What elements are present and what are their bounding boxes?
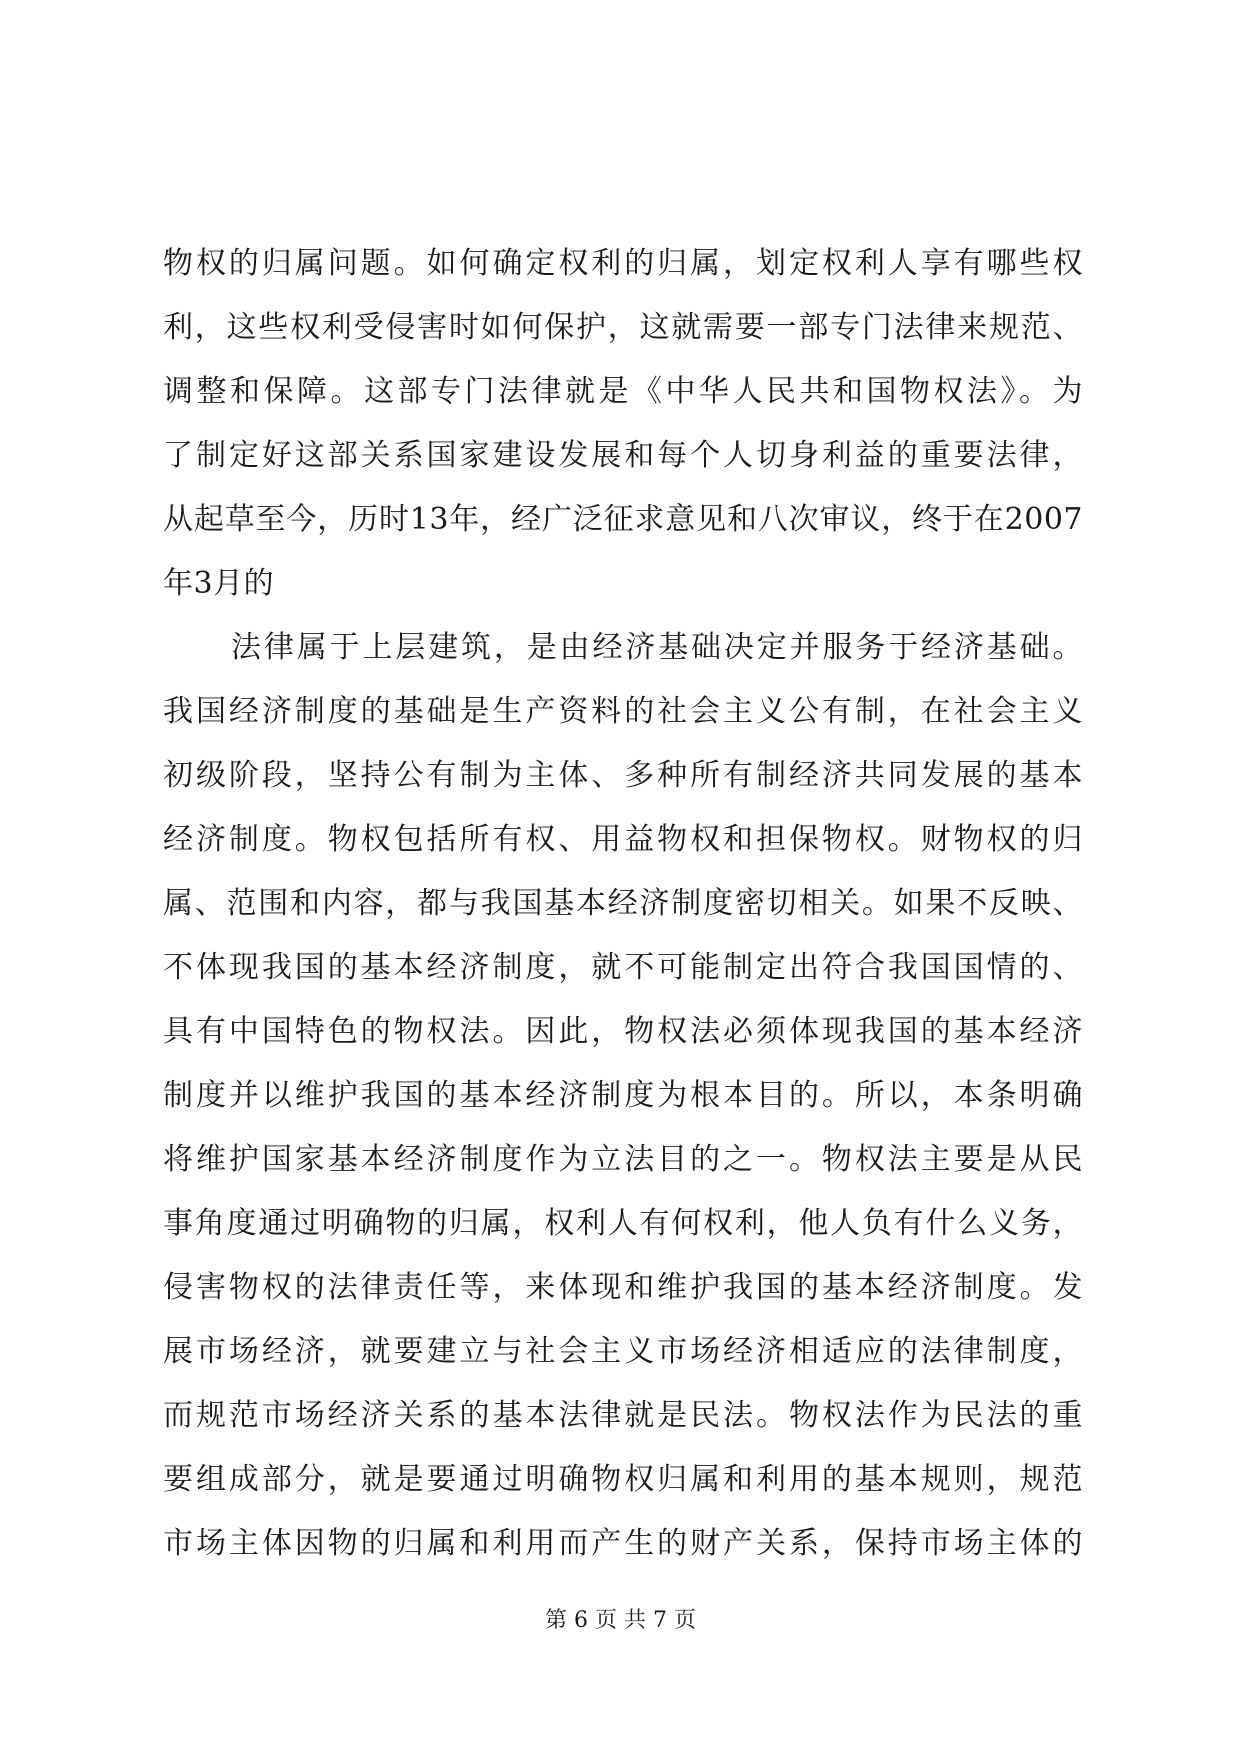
text-line: 物权的归属问题。如何确定权利的归属，划定权利人享有哪些权 — [163, 246, 1083, 281]
text-line: 不体现我国的基本经济制度，就不可能制定出符合我国国情的、 — [163, 950, 1083, 985]
text-line: 具有中国特色的物权法。因此，物权法必须体现我国的基本经济 — [163, 1014, 1083, 1049]
text-line: 调整和保障。这部专门法律就是《中华人民共和国物权法》。为 — [163, 374, 1083, 409]
body-text — [163, 232, 1083, 1576]
text-line: 了制定好这部关系国家建设发展和每个人切身利益的重要法律， — [163, 438, 1083, 473]
text-line: 从起草至今，历时13年，经广泛征求意见和八次审议，终于在2007 — [163, 502, 1083, 537]
paragraph-2 — [163, 616, 1083, 1576]
text-line: 市场主体因物的归属和利用而产生的财产关系，保持市场主体的 — [163, 1526, 1083, 1561]
text-line: 法律属于上层建筑，是由经济基础决定并服务于经济基础。 — [231, 630, 1083, 665]
text-line: 要组成部分，就是要通过明确物权归属和利用的基本规则，规范 — [163, 1462, 1083, 1497]
text-line: 我国经济制度的基础是生产资料的社会主义公有制，在社会主义 — [163, 694, 1083, 729]
text-line: 利，这些权利受侵害时如何保护，这就需要一部专门法律来规范、 — [163, 310, 1083, 345]
text-line: 经济制度。物权包括所有权、用益物权和担保物权。财物权的归 — [163, 822, 1083, 857]
text-line: 初级阶段，坚持公有制为主体、多种所有制经济共同发展的基本 — [163, 758, 1083, 793]
text-line: 将维护国家基本经济制度作为立法目的之一。物权法主要是从民 — [163, 1142, 1083, 1177]
text-line: 制度并以维护我国的基本经济制度为根本目的。所以，本条明确 — [163, 1078, 1083, 1113]
text-line: 而规范市场经济关系的基本法律就是民法。物权法作为民法的重 — [163, 1398, 1083, 1433]
text-line: 侵害物权的法律责任等，来体现和维护我国的基本经济制度。发 — [163, 1270, 1083, 1305]
text-line: 事角度通过明确物的归属，权利人有何权利，他人负有什么义务， — [163, 1206, 1083, 1241]
text-line: 年3月的 — [163, 566, 275, 601]
paragraph-1 — [163, 232, 1083, 616]
page-number-footer: 第 6 页 共 7 页 — [545, 1608, 696, 1633]
text-line: 展市场经济，就要建立与社会主义市场经济相适应的法律制度， — [163, 1334, 1083, 1369]
text-line: 属、范围和内容，都与我国基本经济制度密切相关。如果不反映、 — [163, 886, 1083, 921]
